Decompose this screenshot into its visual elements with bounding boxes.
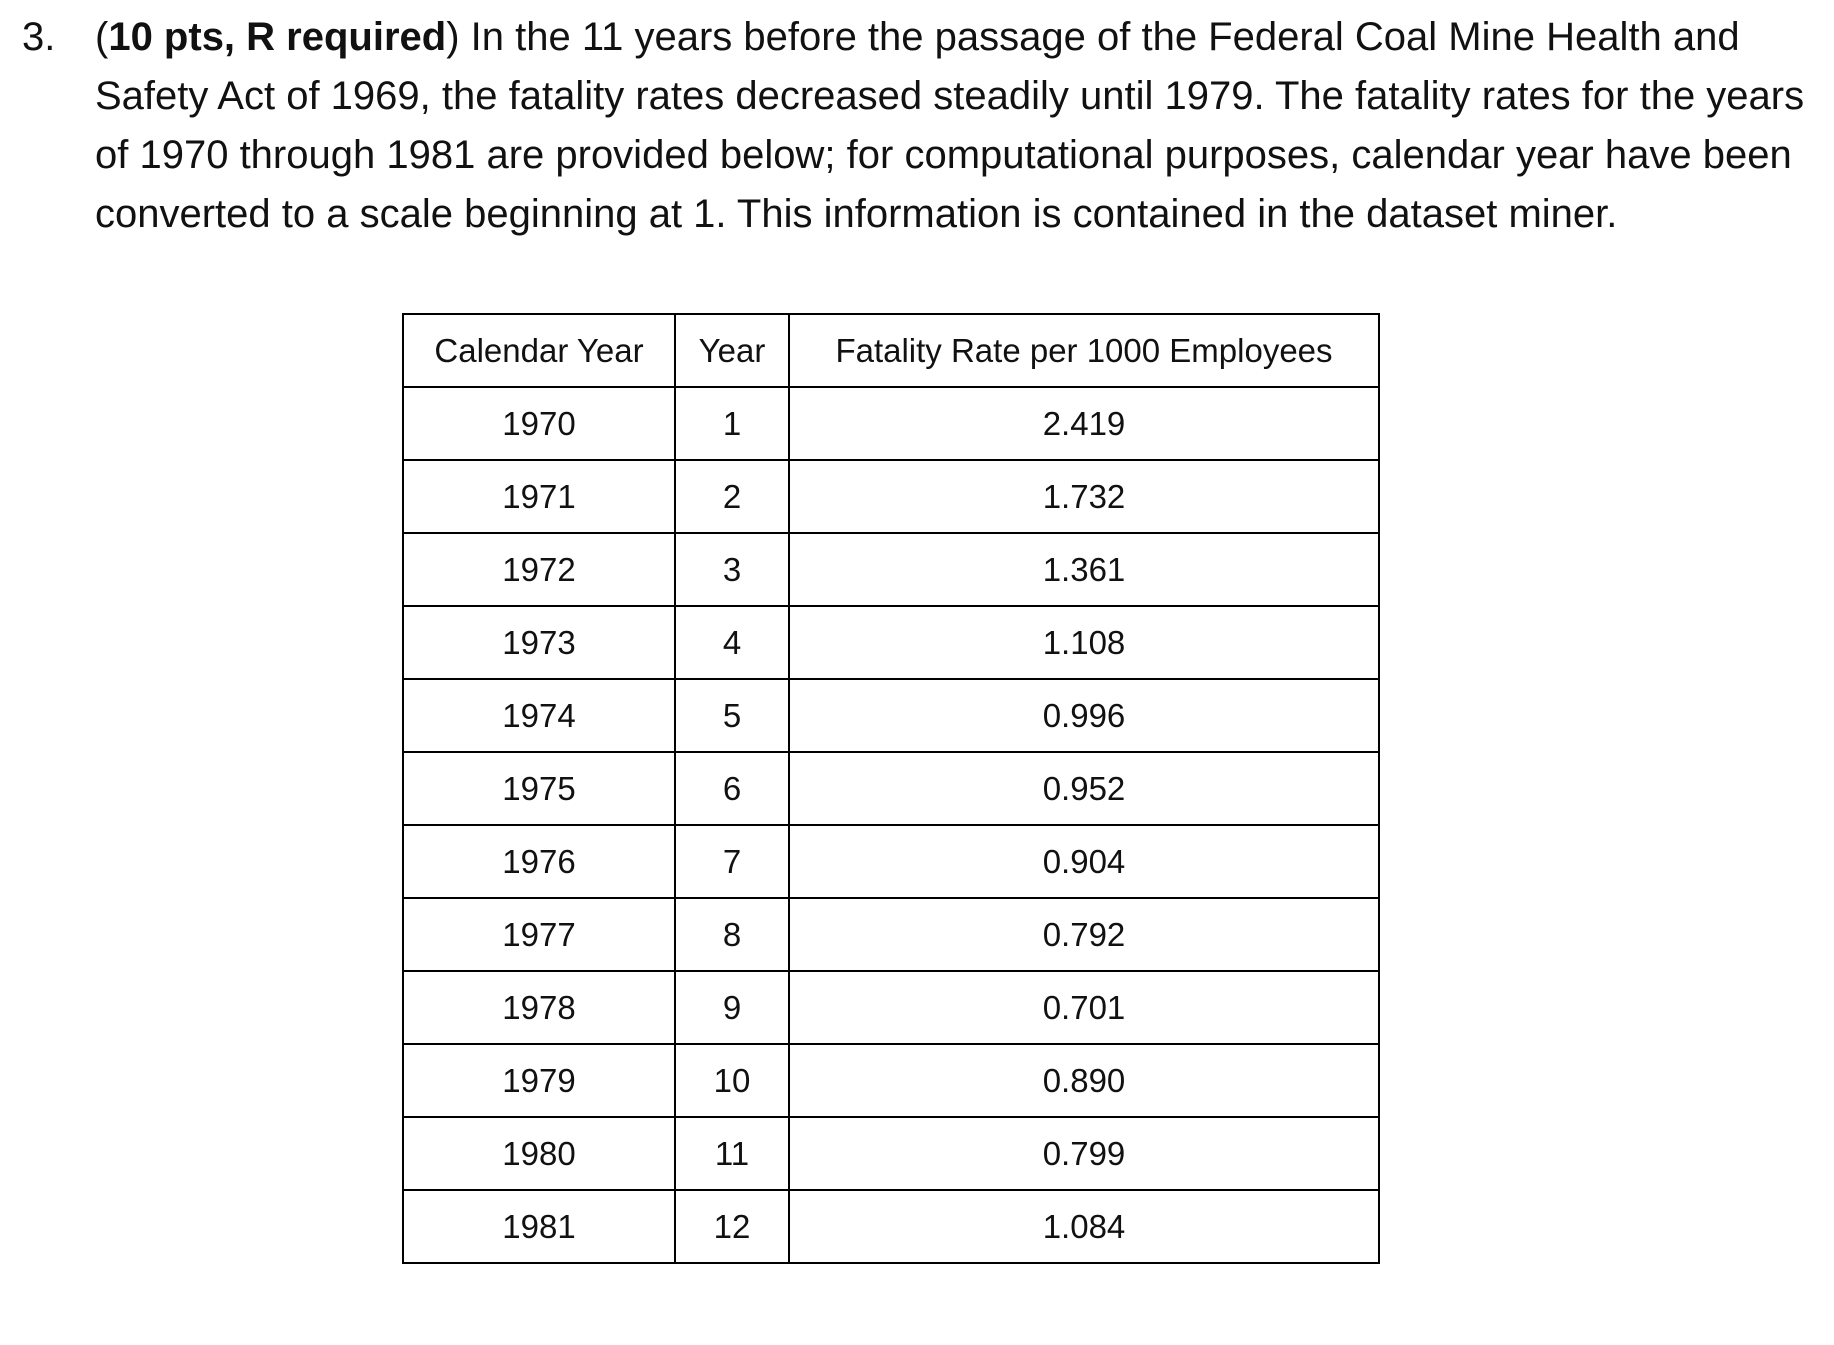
table-row — [403, 387, 1379, 460]
question-number: 3. — [22, 15, 56, 59]
calendar-year-cell: 1975 — [403, 752, 675, 825]
table-row — [403, 898, 1379, 971]
year-cell: 12 — [675, 1190, 789, 1263]
fatality-rate-cell: 2.419 — [789, 387, 1379, 460]
calendar-year-cell: 1974 — [403, 679, 675, 752]
header-fatality-rate: Fatality Rate per 1000 Employees — [789, 314, 1379, 387]
table-header-row — [403, 314, 1379, 387]
year-cell: 7 — [675, 825, 789, 898]
table-row — [403, 971, 1379, 1044]
fatality-rate-cell: 0.792 — [789, 898, 1379, 971]
table-row — [403, 1190, 1379, 1263]
fatality-rate-cell: 1.361 — [789, 533, 1379, 606]
calendar-year-cell: 1972 — [403, 533, 675, 606]
question-text — [95, 8, 1815, 244]
header-year: Year — [675, 314, 789, 387]
year-cell: 1 — [675, 387, 789, 460]
calendar-year-cell: 1976 — [403, 825, 675, 898]
table-row — [403, 752, 1379, 825]
year-cell: 11 — [675, 1117, 789, 1190]
calendar-year-cell: 1977 — [403, 898, 675, 971]
fatality-rate-cell: 0.996 — [789, 679, 1379, 752]
year-cell: 4 — [675, 606, 789, 679]
points-label: 10 pts, R required — [108, 15, 447, 59]
question-body: In the 11 years before the passage of the Federal Coal Mine Health and Safety Act of 1969, the fatality rates decreased steadily until 1979. The fatality rates for the years of 1970 through 1981 are provided below; for computational purposes, calendar year have been converted to a scale beginning at 1. This information is contained in the dataset miner. — [95, 15, 1805, 236]
calendar-year-cell: 1979 — [403, 1044, 675, 1117]
fatality-rate-cell: 0.890 — [789, 1044, 1379, 1117]
year-cell: 9 — [675, 971, 789, 1044]
year-cell: 2 — [675, 460, 789, 533]
open-paren: ( — [95, 15, 109, 59]
calendar-year-cell: 1978 — [403, 971, 675, 1044]
year-cell: 8 — [675, 898, 789, 971]
fatality-rate-cell: 0.701 — [789, 971, 1379, 1044]
table-row — [403, 460, 1379, 533]
fatality-rate-cell: 0.952 — [789, 752, 1379, 825]
fatality-rate-cell: 0.904 — [789, 825, 1379, 898]
header-calendar-year: Calendar Year — [403, 314, 675, 387]
close-paren: ) — [446, 15, 460, 59]
year-cell: 10 — [675, 1044, 789, 1117]
fatality-rate-cell: 1.732 — [789, 460, 1379, 533]
fatality-rate-cell: 1.108 — [789, 606, 1379, 679]
table-row — [403, 606, 1379, 679]
year-cell: 3 — [675, 533, 789, 606]
year-cell: 5 — [675, 679, 789, 752]
fatality-rate-cell: 0.799 — [789, 1117, 1379, 1190]
table-row — [403, 533, 1379, 606]
calendar-year-cell: 1981 — [403, 1190, 675, 1263]
table-row — [403, 679, 1379, 752]
calendar-year-cell: 1971 — [403, 460, 675, 533]
table-row — [403, 1044, 1379, 1117]
fatality-rate-cell: 1.084 — [789, 1190, 1379, 1263]
calendar-year-cell: 1970 — [403, 387, 675, 460]
calendar-year-cell: 1980 — [403, 1117, 675, 1190]
table-row — [403, 825, 1379, 898]
calendar-year-cell: 1973 — [403, 606, 675, 679]
table-row — [403, 1117, 1379, 1190]
table-body — [403, 387, 1379, 1263]
year-cell: 6 — [675, 752, 789, 825]
fatality-rate-table — [402, 313, 1380, 1264]
